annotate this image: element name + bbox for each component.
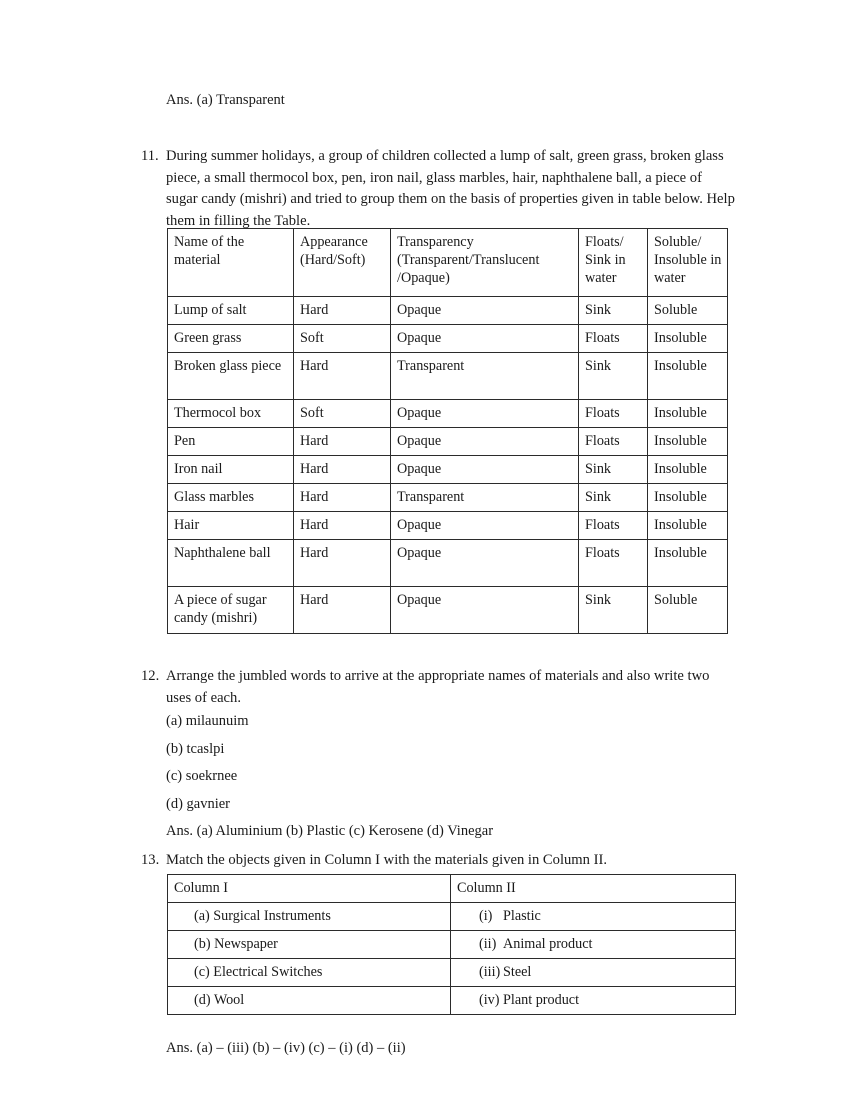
cell-material: Hair [168, 512, 294, 540]
match-columns-table [167, 874, 736, 1015]
question-11-text: During summer holidays, a group of children collected a lump of salt, green grass, broken glass piece, a small thermocol box, pen, iron nail, glass marbles, hair, naphthalene ball, a piece of sugar candy (mishri) and tried to group them on the basis of properties given in table below. Help them in filling the Table. [166, 148, 735, 229]
cell-material-label: Animal product [503, 936, 593, 952]
cell-transparency: Transparent [391, 484, 579, 512]
cell-transparency: Opaque [391, 456, 579, 484]
cell-roman-numeral: (iv) [479, 992, 500, 1008]
table-row [168, 987, 736, 1015]
question-11 [141, 146, 736, 232]
question-12-text: Arrange the jumbled words to arrive at the appropriate names of materials and also write two uses of each. [166, 668, 710, 706]
column-header-soluble: Soluble/ Insoluble in water [648, 229, 728, 297]
cell-material: Glass marbles [168, 484, 294, 512]
cell-material: Lump of salt [168, 297, 294, 325]
column-header-column-i: Column I [168, 875, 451, 903]
cell-appearance: Hard [294, 456, 391, 484]
cell-transparency: Opaque [391, 400, 579, 428]
cell-object: (a) Surgical Instruments [168, 903, 451, 931]
cell-floats-sink: Sink [579, 353, 648, 400]
cell-soluble: Insoluble [648, 428, 728, 456]
cell-material [451, 959, 736, 987]
cell-roman-numeral: (iii) [479, 964, 501, 980]
cell-soluble: Soluble [648, 587, 728, 634]
column-header-floats-sink: Floats/ Sink in water [579, 229, 648, 297]
table-row [168, 325, 728, 353]
table-row [168, 297, 728, 325]
question-12-option-b: (b) tcaslpi [166, 741, 225, 757]
cell-soluble: Soluble [648, 297, 728, 325]
table-row [168, 353, 728, 400]
cell-appearance: Hard [294, 512, 391, 540]
cell-material [451, 987, 736, 1015]
column-header-material: Name of the material [168, 229, 294, 297]
cell-object: (d) Wool [168, 987, 451, 1015]
table-row [168, 959, 736, 987]
table-row [168, 484, 728, 512]
properties-table [167, 228, 728, 634]
cell-material: Pen [168, 428, 294, 456]
cell-floats-sink: Floats [579, 540, 648, 587]
column-header-column-ii: Column II [451, 875, 736, 903]
cell-appearance: Hard [294, 428, 391, 456]
cell-object: (c) Electrical Switches [168, 959, 451, 987]
cell-floats-sink: Sink [579, 484, 648, 512]
table-row [168, 512, 728, 540]
table-row [168, 931, 736, 959]
cell-material-label: Plant product [503, 992, 580, 1008]
cell-material: Green grass [168, 325, 294, 353]
cell-material: Iron nail [168, 456, 294, 484]
answer-line-q13: Ans. (a) – (iii) (b) – (iv) (c) – (i) (d) – (ii) [166, 1040, 406, 1056]
cell-material: Naphthalene ball [168, 540, 294, 587]
cell-material-label: Plastic [503, 908, 541, 924]
answer-line-top: Ans. (a) Transparent [166, 92, 285, 108]
cell-material [451, 903, 736, 931]
table-row [168, 400, 728, 428]
question-12-option-d: (d) gavnier [166, 796, 231, 812]
cell-appearance: Soft [294, 400, 391, 428]
cell-appearance: Soft [294, 325, 391, 353]
cell-floats-sink: Sink [579, 587, 648, 634]
cell-appearance: Hard [294, 297, 391, 325]
question-12 [141, 666, 726, 709]
column-header-transparency: Transparency (Transparent/Translucent /Opaque) [391, 229, 579, 297]
cell-transparency: Opaque [391, 540, 579, 587]
cell-material: A piece of sugar candy (mishri) [168, 587, 294, 634]
cell-transparency: Opaque [391, 297, 579, 325]
table-header-row [168, 229, 728, 297]
question-12-number: 12. [141, 668, 160, 684]
table-row [168, 587, 728, 634]
table-row [168, 456, 728, 484]
cell-soluble: Insoluble [648, 484, 728, 512]
cell-appearance: Hard [294, 587, 391, 634]
table-row [168, 903, 736, 931]
question-13 [141, 850, 741, 872]
cell-transparency: Opaque [391, 428, 579, 456]
cell-soluble: Insoluble [648, 540, 728, 587]
cell-transparency: Opaque [391, 512, 579, 540]
cell-roman-numeral: (i) [479, 908, 493, 924]
cell-material [451, 931, 736, 959]
cell-floats-sink: Sink [579, 297, 648, 325]
cell-material: Broken glass piece [168, 353, 294, 400]
cell-floats-sink: Floats [579, 428, 648, 456]
cell-appearance: Hard [294, 540, 391, 587]
table-header-row [168, 875, 736, 903]
cell-soluble: Insoluble [648, 456, 728, 484]
cell-soluble: Insoluble [648, 325, 728, 353]
table-row [168, 540, 728, 587]
table-row [168, 428, 728, 456]
question-13-number: 13. [141, 852, 160, 868]
cell-object: (b) Newspaper [168, 931, 451, 959]
question-11-number: 11. [141, 148, 159, 164]
cell-floats-sink: Floats [579, 325, 648, 353]
cell-appearance: Hard [294, 484, 391, 512]
cell-material: Thermocol box [168, 400, 294, 428]
cell-soluble: Insoluble [648, 353, 728, 400]
cell-material-label: Steel [503, 964, 532, 980]
cell-floats-sink: Floats [579, 400, 648, 428]
cell-roman-numeral: (ii) [479, 936, 497, 952]
cell-transparency: Opaque [391, 587, 579, 634]
cell-floats-sink: Sink [579, 456, 648, 484]
cell-floats-sink: Floats [579, 512, 648, 540]
cell-soluble: Insoluble [648, 400, 728, 428]
column-header-appearance: Appearance (Hard/Soft) [294, 229, 391, 297]
cell-appearance: Hard [294, 353, 391, 400]
cell-transparency: Transparent [391, 353, 579, 400]
question-12-option-c: (c) soekrnee [166, 768, 238, 784]
answer-line-q12: Ans. (a) Aluminium (b) Plastic (c) Kerosene (d) Vinegar [166, 823, 494, 839]
question-12-option-a: (a) milaunuim [166, 713, 249, 729]
cell-transparency: Opaque [391, 325, 579, 353]
question-13-text: Match the objects given in Column I with the materials given in Column II. [166, 852, 607, 868]
cell-soluble: Insoluble [648, 512, 728, 540]
